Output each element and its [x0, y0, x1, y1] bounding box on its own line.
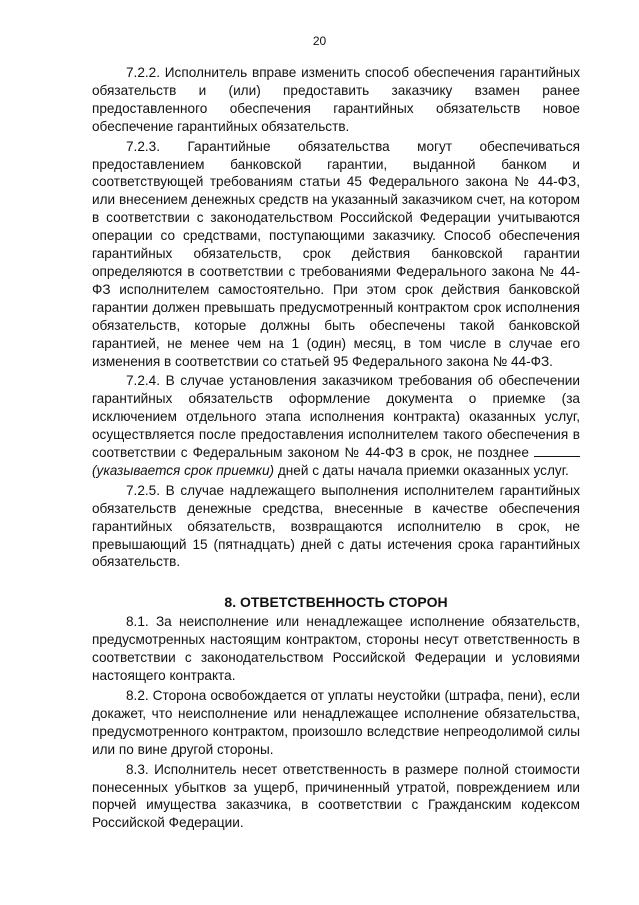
blank-line — [534, 445, 580, 457]
clause-8-2: 8.2. Сторона освобождается от уплаты неустойки (штрафа, пени), если докажет, что неисполнение или ненадлежащее исполнение обязательства, предусмотренного контрактом, произошло вследствие непреодолимой силы или по вине другой стороны. — [92, 688, 580, 757]
clause-7-2-4 — [92, 372, 580, 479]
clause-8-3: 8.3. Исполнитель несет ответственность в размере полной стоимости понесенных убытков за ущерб, причиненный утратой, повреждением или порчей имущества заказчика, в соответствии с Гражданским кодексом Российской Федерации. — [92, 761, 580, 831]
clause-8-1: 8.1. За неисполнение или ненадлежащее исполнение обязательств, предусмотренных настоящим контрактом, стороны несут ответственность в соответствии с законодательством Российской Федерации и условиями настоящего контракта. — [92, 614, 580, 684]
page-number: 20 — [312, 34, 327, 48]
clause-7-2-4-hint: (указывается срок приемки) — [92, 462, 275, 478]
clause-7-2-3: 7.2.3. Гарантийные обязательства могут обеспечиваться предоставлением банковской гарантии, выданной банком и соответствующей требованиям статьи 45 Федерального закона № 44-ФЗ, или внесением денежных средств на указанный заказчиком счет, на котором в соответствии с законодательством Российской Федерации учитываются операции со средствами, поступающими заказчику. Способ обеспечения гарантийных обязательств, срок действия банковской гарантии определяются в соответствии с требованиями Федерального закона № 44-ФЗ исполнителем самостоятельно. При этом срок действия банковской гарантии должен превышать предусмотренный контрактом срок исполнения обязательств, которые должны быть обеспечены такой банковской гарантией, не менее чем на 1 (один) месяц, в том числе в случае его изменения в соответствии со статьей 95 Федерального закона № 44-ФЗ. — [92, 138, 580, 369]
clause-7-2-4-tail: дней с даты начала приемки оказанных услуг. — [277, 462, 569, 478]
document-body — [92, 64, 580, 832]
clause-7-2-4-text: 7.2.4. В случае установления заказчиком требования об обеспечении гарантийных обязательств оформление документа о приемке (за исключением отдельного этапа исполнения контракта) оказанных услуг, осуществляется после предоставления исполнителем такого обеспечения в соответствии с Федеральным законом № 44-ФЗ в срок, не позднее — [92, 373, 580, 461]
clause-7-2-2: 7.2.2. Исполнитель вправе изменить способ обеспечения гарантийных обязательств и (или) предоставить заказчику взамен ранее предоставленного обеспечения гарантийных обязательств новое обеспечение гарантийных обязательств. — [92, 65, 580, 134]
clause-7-2-5: 7.2.5. В случае надлежащего выполнения исполнителем гарантийных обязательств денежные средства, внесенные в качестве обеспечения гарантийных обязательств, возвращаются исполнителю в срок, не превышающий 15 (пятнадцать) дней с даты истечения срока гарантийных обязательств. — [92, 482, 580, 570]
section-title: 8. ОТВЕТСТВЕННОСТЬ СТОРОН — [224, 594, 448, 611]
